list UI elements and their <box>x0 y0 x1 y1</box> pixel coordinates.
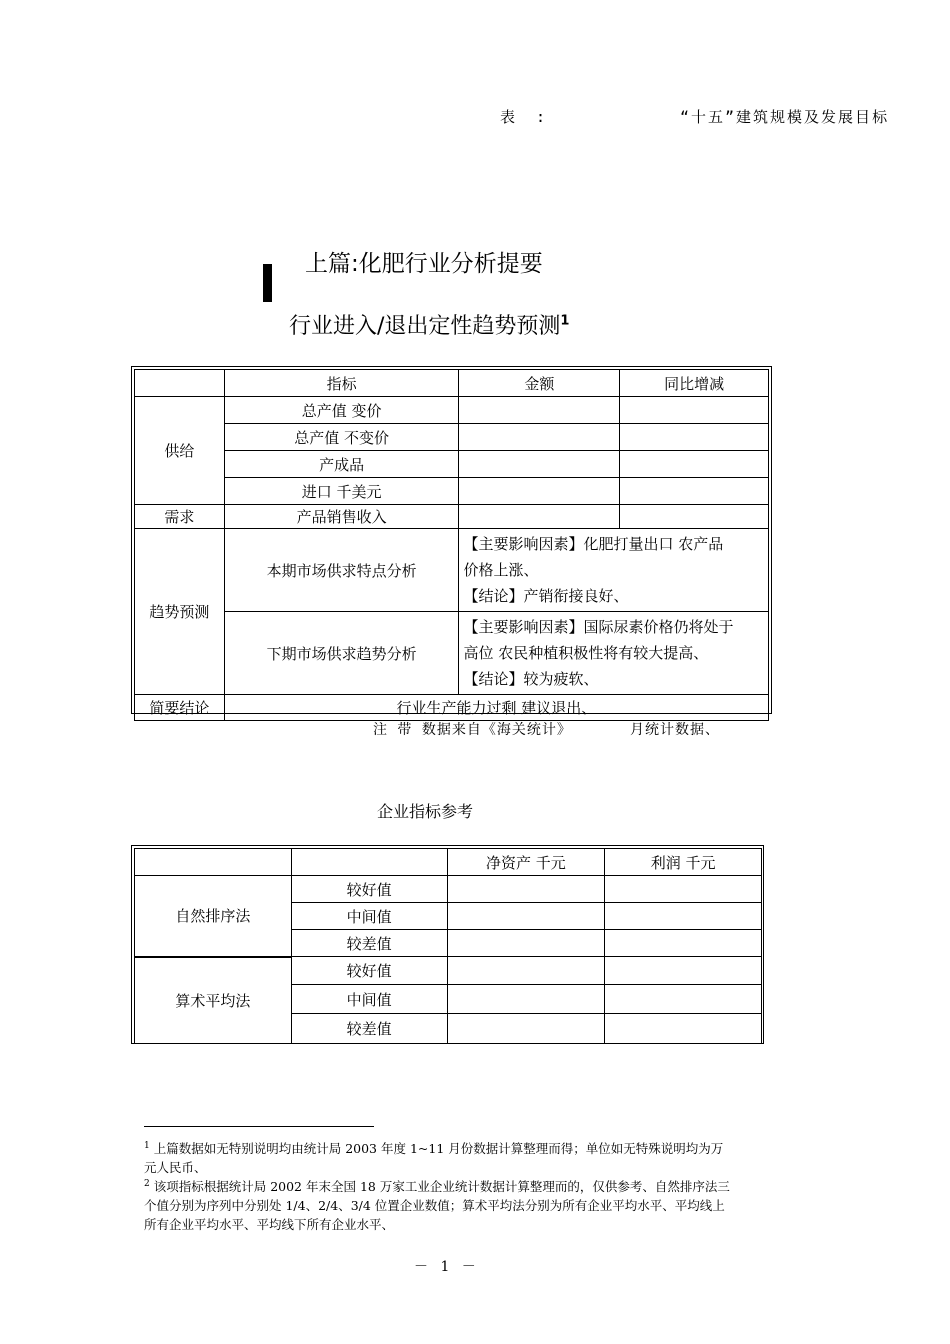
trend-label: 趋势预测 <box>135 529 225 695</box>
header-label: 表 : <box>500 108 552 126</box>
footnote-text: 该项指标根据统计局 2002 年末全国 18 万家工业企业统计数据计算整理而的，仅供参考、自然排序法三个值分别为序列中分别处 1/4、2/4、3/4 位置企业数值；算术平均法分别为所有企业平均水平、平均线上所有企业平均水平、平均线下所有企业水平、 <box>144 1179 730 1233</box>
cell-amount <box>459 397 620 424</box>
header-blank <box>135 849 292 876</box>
trend-line: 高位 农民种植积极性将有较大提高、 <box>463 644 709 662</box>
footnote-1 <box>144 1137 734 1177</box>
cell-net-assets <box>447 876 605 903</box>
cell-amount <box>459 424 620 451</box>
footnote-ref-1[interactable]: 1 <box>560 313 570 329</box>
trend-row-label: 下期市场供求趋势分析 <box>224 612 459 695</box>
row-label: 较好值 <box>291 876 447 903</box>
subtitle-text: 行业进入/退出定性趋势预测 <box>289 314 561 339</box>
cell-amount <box>459 451 620 478</box>
trend-analysis-text <box>459 612 769 695</box>
header-blank <box>135 370 225 397</box>
trend-line: 【结论】较为疲软、 <box>463 670 599 688</box>
page-number: － 1 － <box>414 1259 480 1275</box>
header-title: “十五”建筑规模及发展目标 <box>680 108 890 126</box>
cell-profit <box>605 985 762 1014</box>
header-blank <box>291 849 447 876</box>
footnote-number: 2 <box>144 1179 150 1189</box>
trend-analysis-text <box>459 529 769 612</box>
conclusion-label: 简要结论 <box>135 695 225 721</box>
row-label: 中间值 <box>291 903 447 930</box>
cell-profit <box>605 903 762 930</box>
cell-profit <box>605 957 762 985</box>
cell-profit <box>605 930 762 957</box>
trend-line: 【主要影响因素】国际尿素价格仍将处于 <box>463 618 734 636</box>
table-note-right: 月统计数据、 <box>630 722 720 738</box>
footnote-2 <box>144 1175 734 1234</box>
demand-label: 需求 <box>135 505 225 529</box>
cell-yoy <box>620 505 769 529</box>
row-label: 较好值 <box>291 957 447 985</box>
supply-row: 总产值 变价 <box>224 397 459 424</box>
header-profit: 利润 千元 <box>605 849 762 876</box>
row-label: 较差值 <box>291 930 447 957</box>
table-note-left: 注 带 数据来自《海关统计》 <box>373 722 572 738</box>
enterprise-indicators-table <box>134 848 762 1044</box>
cell-yoy <box>620 451 769 478</box>
cell-net-assets <box>447 985 605 1014</box>
supply-label: 供给 <box>135 397 225 505</box>
group-label: 算术平均法 <box>135 957 292 1044</box>
industry-trend-table <box>134 369 769 721</box>
cell-net-assets <box>447 1014 605 1044</box>
cell-yoy <box>620 424 769 451</box>
cell-yoy <box>620 478 769 505</box>
row-label: 中间值 <box>291 985 447 1014</box>
cell-amount <box>459 505 620 529</box>
cell-net-assets <box>447 903 605 930</box>
cell-net-assets <box>447 930 605 957</box>
cell-profit <box>605 876 762 903</box>
conclusion-text: 行业生产能力过剩 建议退出、 <box>224 695 768 721</box>
supply-row: 总产值 不变价 <box>224 424 459 451</box>
trend-line: 价格上涨、 <box>463 561 539 579</box>
group-label: 自然排序法 <box>135 876 292 957</box>
row-label: 较差值 <box>291 1014 447 1044</box>
header-yoy: 同比增减 <box>620 370 769 397</box>
supply-row: 进口 千美元 <box>224 478 459 505</box>
cell-profit <box>605 1014 762 1044</box>
section-title: 上篇:化肥行业分析提要 <box>305 251 543 277</box>
footnote-text: 上篇数据如无特别说明均由统计局 2003 年度 1~11 月份数据计算整理而得；单位如无特殊说明均为万元人民币、 <box>144 1141 724 1176</box>
trend-line: 【结论】产销衔接良好、 <box>463 587 629 605</box>
cell-amount <box>459 478 620 505</box>
trend-line: 【主要影响因素】化肥打量出口 农产品 <box>463 535 724 553</box>
cell-net-assets <box>447 957 605 985</box>
header-net-assets: 净资产 千元 <box>447 849 605 876</box>
enterprise-indicators-title: 企业指标参考 <box>377 802 474 821</box>
footnote-number: 1 <box>144 1141 150 1151</box>
supply-row: 产成品 <box>224 451 459 478</box>
section-subtitle <box>289 309 569 340</box>
header-amount: 金额 <box>459 370 620 397</box>
cell-yoy <box>620 397 769 424</box>
demand-row: 产品销售收入 <box>224 505 459 529</box>
section-marker-bar <box>263 264 272 302</box>
trend-row-label: 本期市场供求特点分析 <box>224 529 459 612</box>
header-indicator: 指标 <box>224 370 459 397</box>
footnote-separator <box>144 1126 374 1127</box>
